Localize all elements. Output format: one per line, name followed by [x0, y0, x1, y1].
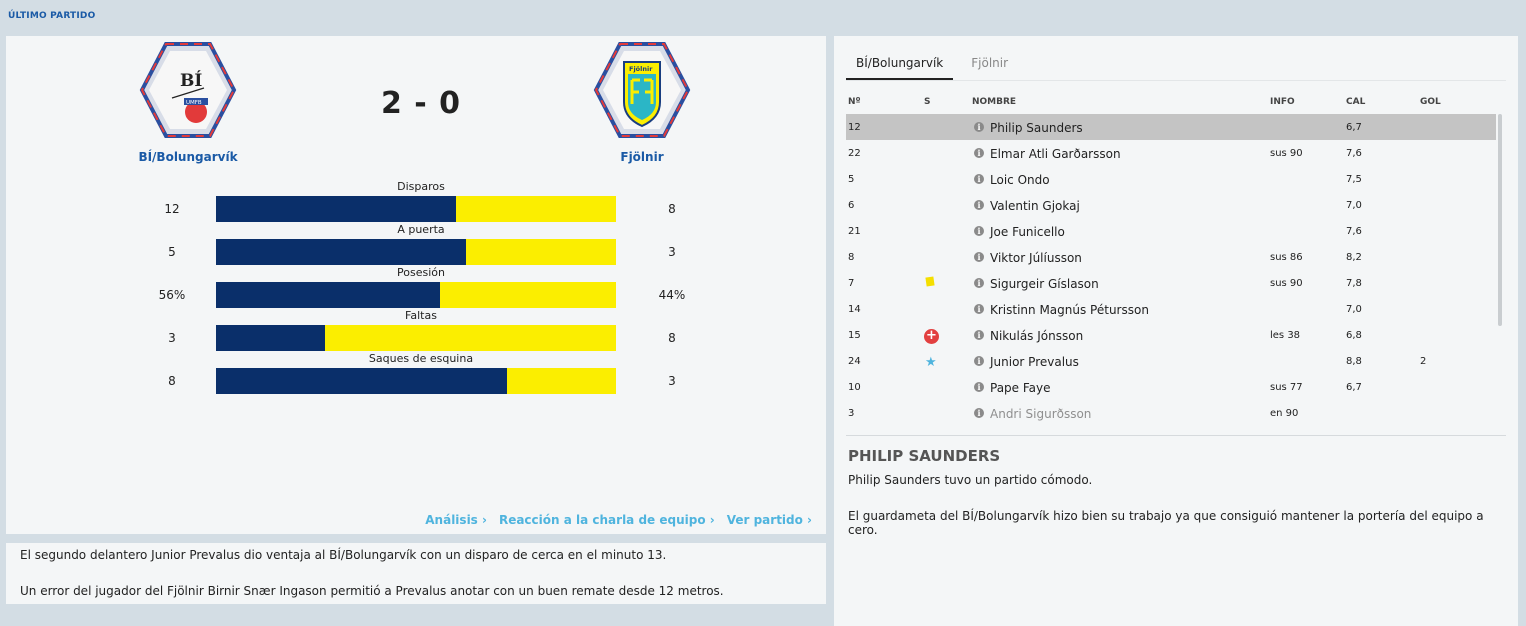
player-number: 22 — [848, 148, 861, 159]
player-number: 12 — [848, 122, 861, 133]
player-rating: 7,6 — [1346, 226, 1362, 237]
stat-home-value: 3 — [168, 331, 176, 345]
away-team-badge[interactable] — [592, 40, 692, 140]
player-name[interactable]: Junior Prevalus — [990, 355, 1079, 369]
stat-away-value: 3 — [668, 245, 676, 259]
team-talk-link[interactable]: Reacción a la charla de equipo › — [498, 513, 715, 527]
match-links — [425, 513, 812, 527]
player-name[interactable]: Elmar Atli Garðarsson — [990, 147, 1121, 161]
home-badge-text: BÍ — [180, 71, 203, 91]
stat-home-value: 56% — [158, 288, 186, 302]
player-name[interactable]: Kristinn Magnús Pétursson — [990, 303, 1149, 317]
player-number: 8 — [848, 252, 855, 263]
player-name[interactable]: Philip Saunders — [990, 121, 1083, 135]
player-name[interactable]: Sigurgeir Gíslason — [990, 277, 1099, 291]
player-rating: 8,2 — [1346, 252, 1362, 263]
player-name[interactable]: Viktor Júlíusson — [990, 251, 1082, 265]
player-rating: 7,5 — [1346, 174, 1362, 185]
info-icon[interactable]: i — [974, 122, 984, 132]
player-detail-title: PHILIP SAUNDERS — [848, 447, 1001, 465]
table-row[interactable] — [846, 322, 1496, 348]
table-row[interactable] — [846, 296, 1496, 322]
player-detail-line: Philip Saunders tuvo un partido cómodo. — [848, 473, 1093, 487]
commentary-line: Un error del jugador del Fjölnir Birnir Snær Ingason permitió a Prevalus anotar con un buen remate desde 12 metros. — [20, 584, 724, 598]
player-rating: 6,7 — [1346, 382, 1362, 393]
section-divider — [846, 435, 1506, 436]
info-icon[interactable]: i — [974, 304, 984, 314]
away-team-name[interactable]: Fjölnir — [620, 150, 664, 164]
lineup-panel — [834, 36, 1518, 626]
watch-match-link[interactable]: Ver partido › — [726, 513, 812, 527]
stat-away-value: 8 — [668, 202, 676, 216]
info-icon[interactable]: i — [974, 278, 984, 288]
stat-bar — [216, 325, 616, 351]
stat-label: Saques de esquina — [368, 352, 474, 365]
section-title: ÚLTIMO PARTIDO — [8, 11, 96, 21]
stat-label: Disparos — [397, 180, 445, 193]
tab-home-team[interactable]: BÍ/Bolungarvík — [846, 54, 953, 80]
table-row[interactable] — [846, 348, 1496, 374]
player-name[interactable]: Joe Funicello — [990, 225, 1065, 239]
player-info: sus 86 — [1270, 252, 1303, 263]
stat-bar-home-fill — [216, 282, 440, 308]
player-info: les 38 — [1270, 330, 1301, 341]
stat-home-value: 8 — [168, 374, 176, 388]
match-commentary — [6, 543, 826, 604]
stat-bar — [216, 196, 616, 222]
player-number: 3 — [848, 408, 855, 419]
team-tabs — [846, 54, 1018, 80]
info-icon[interactable]: i — [974, 356, 984, 366]
player-rating: 8,8 — [1346, 356, 1362, 367]
player-number: 24 — [848, 356, 861, 367]
player-list — [846, 114, 1496, 426]
player-detail-line: El guardameta del BÍ/Bolungarvík hizo bien su trabajo ya que consiguió mantener la portería del equipo a cero. — [848, 509, 1484, 537]
away-badge-text: Fjölnir — [629, 65, 653, 73]
player-number: 7 — [848, 278, 855, 289]
home-badge-sub: UMFB — [186, 100, 202, 106]
stat-away-value: 3 — [668, 374, 676, 388]
player-goals: 2 — [1420, 356, 1427, 367]
stat-bar-home-fill — [216, 239, 466, 265]
col-cal-header[interactable]: CAL — [1346, 97, 1366, 107]
col-name-header[interactable]: NOMBRE — [972, 97, 1017, 107]
table-row[interactable] — [846, 270, 1496, 296]
player-name[interactable]: Loic Ondo — [990, 173, 1050, 187]
tabs-divider — [846, 80, 1506, 81]
analysis-link-label: Análisis — [425, 513, 478, 527]
player-rating: 7,8 — [1346, 278, 1362, 289]
info-icon[interactable]: i — [974, 174, 984, 184]
player-name[interactable]: Valentin Gjokaj — [990, 199, 1080, 213]
table-row[interactable] — [846, 400, 1496, 426]
table-row[interactable] — [846, 244, 1496, 270]
stat-bar-home-fill — [216, 196, 456, 222]
player-rating: 7,0 — [1346, 200, 1362, 211]
stat-label: Posesión — [397, 266, 445, 279]
stat-away-value: 8 — [668, 331, 676, 345]
table-row[interactable] — [846, 374, 1496, 400]
star-icon: ★ — [925, 355, 937, 370]
table-row[interactable] — [846, 218, 1496, 244]
stat-label: A puerta — [397, 223, 445, 236]
table-row[interactable] — [846, 114, 1496, 140]
player-number: 10 — [848, 382, 861, 393]
stat-bar — [216, 239, 616, 265]
home-team-name[interactable]: BÍ/Bolungarvík — [138, 150, 238, 164]
tab-away-team[interactable]: Fjölnir — [971, 56, 1009, 70]
player-info: sus 90 — [1270, 148, 1303, 159]
info-icon[interactable]: i — [974, 200, 984, 210]
stat-away-value: 44% — [658, 288, 686, 302]
player-info: sus 77 — [1270, 382, 1303, 393]
player-number: 21 — [848, 226, 861, 237]
home-team-badge[interactable] — [138, 40, 238, 140]
match-score: 2 - 0 — [380, 86, 462, 121]
info-icon[interactable]: i — [974, 408, 984, 418]
stat-bar-home-fill — [216, 368, 507, 394]
player-rating: 6,7 — [1346, 122, 1362, 133]
stat-home-value: 12 — [164, 202, 180, 216]
table-row[interactable] — [846, 192, 1496, 218]
analysis-link[interactable]: Análisis › — [425, 513, 487, 527]
yellow-card-icon — [925, 276, 934, 286]
col-s-header[interactable]: S — [924, 97, 931, 107]
col-info-header[interactable]: INFO — [1270, 97, 1295, 107]
info-icon[interactable]: i — [974, 148, 984, 158]
player-list-scrollbar[interactable] — [1498, 114, 1502, 326]
stat-bar — [216, 368, 616, 394]
player-name[interactable]: Andri Sigurðsson — [990, 407, 1092, 421]
player-rating: 7,0 — [1346, 304, 1362, 315]
table-row[interactable] — [846, 166, 1496, 192]
player-number: 6 — [848, 200, 855, 211]
player-name[interactable]: Pape Faye — [990, 381, 1051, 395]
info-icon[interactable]: i — [974, 252, 984, 262]
player-number: 5 — [848, 174, 855, 185]
player-rating: 6,8 — [1346, 330, 1362, 341]
info-icon[interactable]: i — [974, 226, 984, 236]
col-num-header[interactable]: Nº — [848, 97, 861, 107]
info-icon[interactable]: i — [974, 382, 984, 392]
player-info: en 90 — [1270, 408, 1299, 419]
player-name[interactable]: Nikulás Jónsson — [990, 329, 1084, 343]
info-icon[interactable]: i — [974, 330, 984, 340]
stat-bar — [216, 282, 616, 308]
stat-label: Faltas — [405, 309, 437, 322]
watch-match-link-label: Ver partido — [726, 513, 803, 527]
player-number: 15 — [848, 330, 861, 341]
stat-home-value: 5 — [168, 245, 176, 259]
team-talk-link-label: Reacción a la charla de equipo — [498, 513, 706, 527]
commentary-line: El segundo delantero Junior Prevalus dio ventaja al BÍ/Bolungarvík con un disparo de cerca en el minuto 13. — [20, 548, 667, 562]
stat-bar-home-fill — [216, 325, 325, 351]
player-number: 14 — [848, 304, 861, 315]
player-rating: 7,6 — [1346, 148, 1362, 159]
match-summary-panel — [6, 36, 826, 534]
injury-icon: + — [924, 329, 939, 344]
player-detail-text — [848, 473, 1498, 537]
table-row[interactable] — [846, 140, 1496, 166]
player-info: sus 90 — [1270, 278, 1303, 289]
col-gol-header[interactable]: GOL — [1420, 97, 1441, 107]
